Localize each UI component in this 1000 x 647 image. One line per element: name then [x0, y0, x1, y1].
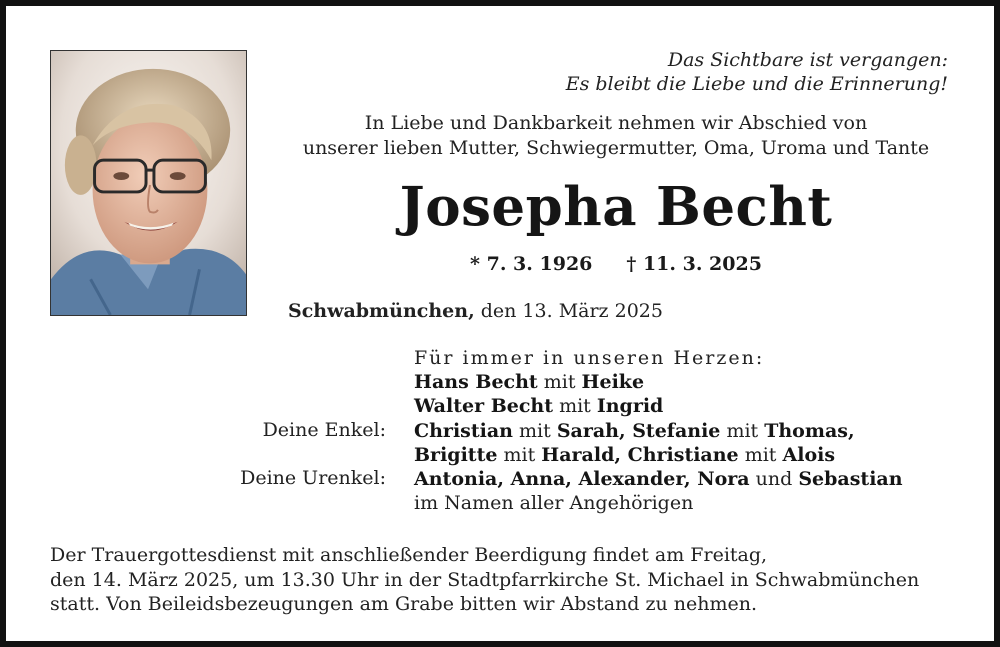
funeral-notice	[50, 543, 919, 617]
grandchildren-line: Christian mit Sarah, Stefanie mit Thomas,	[414, 419, 855, 442]
death-date: † 11. 3. 2025	[626, 253, 762, 275]
mourners-closing: im Namen aller Angehörigen	[414, 492, 694, 515]
deceased-name: Josepha Becht	[399, 176, 833, 238]
birth-date: * 7. 3. 1926	[470, 253, 593, 275]
portrait-photo	[50, 50, 247, 316]
notice-line-1: Der Trauergottesdienst mit anschließender Beerdigung findet am Freitag,	[50, 544, 768, 566]
mourner-row: Walter Becht mit Ingrid	[414, 395, 664, 418]
portrait-illustration	[51, 51, 246, 315]
mourner-name: Hans Becht	[414, 371, 538, 394]
great-grandchildren-line: Antonia, Anna, Alexander, Nora und Sebastian	[414, 468, 903, 491]
intro-line-1: In Liebe und Dankbarkeit nehmen wir Abschied von	[364, 112, 868, 134]
mourner-partner: Ingrid	[596, 395, 664, 418]
motto-line-2: Es bleibt die Liebe und die Erinnerung!	[565, 73, 948, 95]
mourners-heading: Für immer in unseren Herzen:	[414, 347, 765, 369]
place-city: Schwabmünchen,	[288, 300, 475, 322]
mourner-row: Hans Becht mit Heike	[414, 371, 645, 394]
farewell-intro	[256, 111, 976, 161]
grandchildren-label: Deine Enkel:	[262, 419, 386, 441]
intro-line-2: unserer lieben Mutter, Schwiegermutter, Oma, Uroma und Tante	[302, 137, 930, 159]
place-date: den 13. März 2025	[480, 300, 663, 322]
grandchildren-line: Brigitte mit Harald, Christiane mit Alois	[414, 443, 836, 466]
notice-line-3: statt. Von Beileidsbezeugungen am Grabe bitten wir Abstand zu nehmen.	[50, 593, 758, 615]
notice-line-2: den 14. März 2025, um 13.30 Uhr in der Stadtpfarrkirche St. Michael in Schwabmünchen	[50, 568, 920, 591]
great-grandchildren-label: Deine Urenkel:	[240, 467, 386, 489]
motto-line-1: Das Sichtbare ist vergangen:	[667, 49, 948, 71]
mourners-list	[414, 346, 903, 515]
place-and-date	[288, 298, 663, 324]
mourner-name: Walter Becht	[414, 395, 554, 418]
life-dates	[256, 251, 976, 277]
memorial-motto	[566, 48, 948, 96]
mourner-partner: Heike	[581, 371, 645, 394]
